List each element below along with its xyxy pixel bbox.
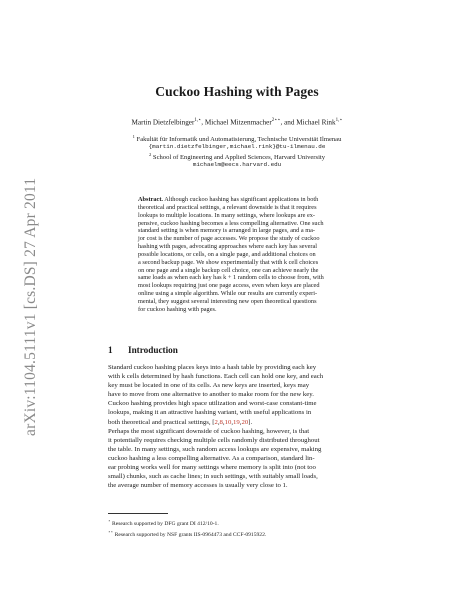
author-marks: 1,⋆ <box>194 118 202 123</box>
text-line: key must be located in one of its cells. As new keys are inserted, keys may <box>108 382 310 390</box>
paragraph-2 <box>108 427 378 491</box>
text-line: for cuckoo hashing with pages. <box>138 305 217 313</box>
footnote-rule <box>108 513 168 514</box>
text-line: small) chunks, such as cache lines; in such settings, with suitably small loads, <box>108 473 318 481</box>
author-name: Michael Mitzenmacher <box>204 118 272 127</box>
paragraph-1 <box>108 363 378 418</box>
text-line: hashing with pages, advocating approaches where each key has several <box>138 243 318 251</box>
section-body <box>108 363 378 490</box>
affiliation-text: School of Engineering and Applied Sciences, Harvard University <box>152 154 326 162</box>
text-line: lookups to multiple locations. In many settings, where lookups are ex- <box>138 211 315 219</box>
author-separator: , and <box>280 118 297 127</box>
text-line: standard setting is when memory is arranged in large pages, and a ma- <box>138 227 316 235</box>
abstract-line <box>138 196 362 204</box>
text-line: the table. In many settings, such random access lookups are expensive, making <box>108 445 322 453</box>
text-line: on one page and a single backup cell choice, one can achieve nearly the <box>138 266 319 274</box>
text-line: jor cost is the number of page accesses. We propose the study of cuckoo <box>138 235 320 243</box>
text-line: mental, they suggest several interesting new open theoretical questions <box>138 297 317 305</box>
text-line: lookups, making it an attractive hashing variant, with useful applications in <box>108 409 312 417</box>
citation-line <box>108 418 378 427</box>
footnotes <box>108 517 266 539</box>
section-title: Introduction <box>128 345 178 355</box>
citation-link[interactable]: 2 <box>214 418 218 426</box>
footnote-text: Research supported by DFG grant DI 412/10-1. <box>112 520 219 527</box>
section-heading <box>108 345 178 355</box>
footnote-mark: ⋆ <box>108 518 111 523</box>
section-number: 1 <box>108 345 113 355</box>
footnote <box>108 517 266 528</box>
text-line: a second backup page. We show experimentally that with k cell choices <box>138 258 319 266</box>
author-marks: 2⋆⋆ <box>271 118 281 123</box>
author-marks: 1,⋆ <box>335 118 343 123</box>
footnote-text: Research supported by NSF grants IIS-0964473 and CCF-0915922. <box>114 531 267 538</box>
citation-list: 2,8,10,19,20 <box>214 418 249 426</box>
abstract <box>138 196 362 314</box>
footnote-mark: ⋆⋆ <box>108 528 114 534</box>
abstract-body <box>138 204 362 314</box>
text-line: Perhaps the most significant downside of cuckoo hashing, however, is that <box>108 427 310 435</box>
affiliation-2-email: michaelm@eecs.harvard.edu <box>192 161 282 168</box>
affiliation-1-email: {martin.dietzfelbinger,michael.rink}@tu-ilmenau.de <box>148 143 326 150</box>
author-name: Michael Rink <box>296 118 336 127</box>
affiliation-2 <box>0 152 474 161</box>
text-line: most lookups requiring just one page access, even when keys are placed <box>138 282 320 290</box>
text-line: theoretical and practical settings, a relevant downside is that it requires <box>138 203 317 211</box>
footnote <box>108 528 266 539</box>
paper-title: Cuckoo Hashing with Pages <box>155 84 319 99</box>
citation-line-text: both theoretical and practical settings, [ <box>108 418 215 426</box>
abstract-label: Abstract. <box>138 196 164 203</box>
affiliation-1 <box>0 134 474 143</box>
citation-link[interactable]: 8 <box>219 418 223 426</box>
affiliation-mark: 1 <box>132 134 135 139</box>
text-line: have to move from one alternative to another to make room for the new key. <box>108 391 314 399</box>
author-list <box>0 117 474 126</box>
citation-link[interactable]: 20 <box>241 418 249 426</box>
text-line: cuckoo hashing a less compelling alternative. As a comparison, standard lin- <box>108 454 315 462</box>
text-line: ear probing works well for many settings where memory is split into (not too <box>108 464 316 472</box>
text-line: the average number of memory accesses is usually very close to 1. <box>108 482 288 490</box>
text-line: same loads as when each key has k + 1 random cells to choose from, with <box>138 274 324 282</box>
author-separator: , <box>201 118 205 127</box>
text-line: it potentially requires checking multiple cells randomly distributed throughout <box>108 436 320 444</box>
arxiv-stamp: arXiv:1104.5111v1 [cs.DS] 27 Apr 2011 <box>22 177 39 436</box>
abstract-text: Although cuckoo hashing has significant applications in both <box>164 196 319 203</box>
text-line: possible locations, or cells, on a single page, and additional choices on <box>138 250 316 258</box>
text-line: with k cells determined by hash functions. Each cell can hold one key, and each <box>108 373 324 381</box>
citation-link[interactable]: 10 <box>224 418 232 426</box>
text-line: Standard cuckoo hashing places keys into a hash table by providing each key <box>108 364 317 371</box>
author-name: Martin Dietzfelbinger <box>131 118 195 127</box>
citation-line-end: ]. <box>248 418 253 426</box>
citation-link[interactable]: 19 <box>233 418 240 426</box>
text-line: online using a simple algorithm. While our results are currently experi- <box>138 290 318 298</box>
text-line: Cuckoo hashing provides high space utilization and worst-case constant-time <box>108 400 317 408</box>
affiliation-mark: 2 <box>148 152 152 157</box>
affiliation-text: Fakultät für Informatik und Automatisierung, Technische Universität Ilmenau <box>136 136 342 144</box>
text-line: pensive, cuckoo hashing becomes a less compelling alternative. One such <box>138 219 324 227</box>
